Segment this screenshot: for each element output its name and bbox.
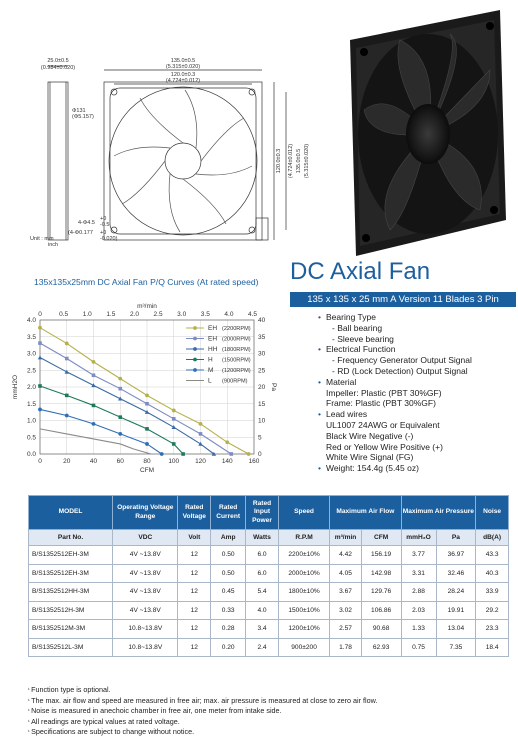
table-row [29,601,509,620]
fan-photo [330,10,510,256]
unit-cell: VDC [113,530,178,546]
data-point [172,425,176,429]
feature-item: • Material [318,377,518,388]
specs-table [28,495,509,657]
table-cell: 1500±10% [278,601,329,620]
footnotes [28,685,508,738]
table-cell: 900±200 [278,638,329,657]
top-tick-label: 4.5 [248,311,258,318]
col-noise: Noise [476,496,509,530]
dim-hole-minus: -0.5 [100,222,110,228]
data-point [172,409,176,413]
table-cell: 43.3 [476,546,509,565]
dim-diameter: Φ131 [72,108,86,114]
col-air-flow: Maximum Air Flow [330,496,401,530]
feature-item: - Ball bearing [332,322,383,333]
table-cell: 0.50 [211,546,246,565]
table-row [29,583,509,602]
feature-item: Black Wire Negative (-) [326,430,414,441]
data-point [225,440,229,444]
legend-name: HH [208,346,218,353]
legend-marker [193,337,197,341]
feature-item: • Lead wires [318,409,518,420]
table-cell: 0.75 [401,638,436,657]
table-row [29,620,509,639]
table-cell: 4.05 [330,564,362,583]
left-tick-label: 2.5 [26,367,36,375]
feature-item: - Sleeve bearing [332,333,394,344]
table-units-row [29,530,509,546]
table-cell: 12 [178,620,211,639]
table-cell: 13.04 [436,620,476,639]
data-point [172,417,176,421]
right-tick-label: 30 [258,350,266,358]
table-cell: B/S1352512H-3M [29,601,113,620]
x-tick-label: 160 [248,458,260,465]
left-tick-label: 2.0 [26,384,36,391]
dimension-drawing [30,58,320,254]
legend-speed: (1200RPM) [222,368,251,374]
data-point [145,402,149,406]
data-point [118,415,122,419]
legend-speed: (2200RPM) [222,326,251,332]
right-tick-label: 25 [258,367,266,375]
col-air-pressure: Maximum Air Pressure [401,496,476,530]
right-tick-label: 15 [258,400,266,408]
pq-curve-chart [8,290,278,480]
top-tick-label: 2.5 [153,311,163,318]
data-point [118,432,122,436]
x-tick-label: 100 [168,458,180,465]
table-cell: B/S1352512HH-3M [29,583,113,602]
feature-item: Red or Yellow Wire Positive (+) [326,441,443,452]
table-cell: 12 [178,601,211,620]
unit-cell: CFM [361,530,401,546]
feature-item: Frame: Plastic (PBT 30%GF) [326,398,436,409]
table-cell: 1.78 [330,638,362,657]
col-speed: Speed [278,496,329,530]
footnote: ¹ All readings are typical values at rated voltage. [28,717,508,728]
right-tick-label: 5 [258,434,262,442]
unit-label: Unit : mm [30,236,54,242]
table-cell: 2200±10% [278,546,329,565]
table-cell: B/S1352512M-3M [29,620,113,639]
data-point [38,355,42,359]
dim-diameter-inch: (Φ5.157) [72,114,94,120]
table-cell: 6.0 [246,546,279,565]
col-rated-power: Rated Input Power [246,496,279,530]
right-tick-label: 10 [258,417,266,425]
data-point [229,452,233,456]
table-cell: 12 [178,583,211,602]
dim-hole-plus: +0 [100,216,107,222]
data-point [65,414,69,418]
product-subtitle: 135 x 135 x 25 mm A Version 11 Blades 3 Pin [290,292,516,307]
data-point [38,341,42,345]
product-title: DC Axial Fan [290,258,431,285]
left-tick-label: 4.0 [26,317,36,324]
table-cell: 3.77 [401,546,436,565]
legend-name: L [208,377,212,385]
legend-speed: (1500RPM) [222,357,251,364]
table-cell: 156.19 [361,546,401,565]
top-tick-label: 3.0 [177,311,187,318]
x-tick-label: 80 [143,458,151,465]
dim-hole: 4-Φ4.5 [78,220,95,226]
feature-item: White Wire Signal (FG) [326,452,414,463]
right-tick-label: 0 [258,451,262,458]
table-cell: 3.31 [401,564,436,583]
table-cell: B/S1352512L-3M [29,638,113,657]
table-cell: 0.28 [211,620,246,639]
data-point [199,422,203,426]
feature-item: Impeller: Plastic (PBT 30%GF) [326,387,442,398]
table-cell: 4V ~13.8V [113,601,178,620]
table-cell: 36.97 [436,546,476,565]
data-point [65,342,69,346]
unit-cell: m³/min [330,530,362,546]
table-cell: 40.3 [476,564,509,583]
feature-item: • Weight: 154.4g (5.45 oz) [318,463,518,474]
legend-marker [193,358,197,362]
unit-cell: Watts [246,530,279,546]
table-cell: 33.9 [476,583,509,602]
table-cell: 12 [178,564,211,583]
right-tick-label: 20 [258,384,266,391]
feature-item: • Electrical Function [318,344,518,355]
legend-marker [193,368,197,372]
data-point [92,360,96,364]
legend-name: EH [208,335,218,343]
dim-side-3: 135.0±0.5 [296,148,302,174]
col-model: MODEL [29,496,113,530]
top-axis-label: m³/min [137,303,157,310]
x-tick-label: 0 [38,458,42,465]
table-cell: 4.42 [330,546,362,565]
table-cell: 2.57 [330,620,362,639]
table-cell: 28.24 [436,583,476,602]
data-point [92,422,96,426]
col-rated-voltage: Rated Voltage [178,496,211,530]
table-cell: 6.0 [246,564,279,583]
feature-list [318,312,518,474]
left-tick-label: 0.0 [26,451,36,458]
dim-width: 135.0±0.5 [170,58,196,64]
data-point [145,393,149,397]
feature-item: UL1007 24AWG or Equivalent [326,419,440,430]
table-cell: 10.8~13.8V [113,638,178,657]
unit-cell: R.P.M [278,530,329,546]
table-cell: 0.20 [211,638,246,657]
top-tick-label: 2.0 [129,311,139,318]
table-cell: 4.0 [246,601,279,620]
top-tick-label: 4.0 [224,311,234,318]
left-tick-label: 1.0 [26,417,36,425]
data-point [118,377,122,381]
dim-depth-inch: (0.984±0.020) [40,65,76,71]
table-cell: 4V ~13.8V [113,564,178,583]
col-rated-current: Rated Current [211,496,246,530]
x-tick-label: 40 [89,458,98,465]
series-line [40,429,151,454]
table-cell: 4V ~13.8V [113,546,178,565]
dim-hole-spacing-inch: (4.724±0.012) [165,78,201,84]
table-cell: 0.45 [211,583,246,602]
col-voltage-range: Operating Voltage Range [113,496,178,530]
table-cell: 129.76 [361,583,401,602]
unit-cell: Amp [211,530,246,546]
unit-cell: Volt [178,530,211,546]
dim-hole-inch-plus: +0 [100,230,107,236]
table-cell: 0.50 [211,564,246,583]
series-line [40,409,162,454]
legend-marker [193,326,197,330]
table-cell: 12 [178,638,211,657]
table-cell: 90.68 [361,620,401,639]
table-cell: 3.67 [330,583,362,602]
legend-marker [193,347,197,351]
table-cell: 1200±10% [278,620,329,639]
data-point [38,408,42,412]
footnote: ¹ Function type is optional. [28,685,508,696]
top-tick-label: 1.5 [106,311,116,318]
unit-cell: Pa [436,530,476,546]
table-cell: 2.4 [246,638,279,657]
data-point [92,404,96,408]
left-axis-label: mmH2O [12,374,19,400]
table-cell: 10.8~13.8V [113,620,178,639]
right-tick-label: 40 [258,317,266,324]
right-tick-label: 35 [258,333,266,341]
table-cell: B/S1352512EH-3M [29,546,113,565]
top-tick-label: 3.5 [200,311,210,318]
top-tick-label: 1.0 [82,311,92,318]
chart-title: 135x135x25mm DC Axial Fan P/Q Curves (At rated speed) [34,277,259,287]
data-point [118,387,122,391]
data-point [160,452,164,456]
table-cell: 7.35 [436,638,476,657]
table-cell: 29.2 [476,601,509,620]
dim-side-4: (5.315±0.020) [304,143,310,179]
table-cell: B/S1352512EH-3M [29,564,113,583]
dim-side-2: (4.724±0.012) [288,143,294,179]
table-cell: 32.46 [436,564,476,583]
data-point [181,452,185,456]
table-cell: 0.33 [211,601,246,620]
legend-speed: (2000RPM) [222,336,251,343]
footnote: ¹ Specifications are subject to change without notice. [28,727,508,738]
dim-side-1: 120.0±0.3 [276,148,282,174]
top-tick-label: 0 [38,311,42,318]
dim-hole-spacing: 120.0±0.3 [170,72,196,78]
data-point [145,427,149,431]
x-tick-label: 20 [63,458,71,465]
legend-speed: (900RPM) [222,378,248,385]
table-cell: 2.03 [401,601,436,620]
feature-item: • Bearing Type [318,312,518,323]
table-cell: 23.3 [476,620,509,639]
unit-inch-label: inch [48,242,59,248]
table-cell: 2000±10% [278,564,329,583]
top-tick-label: 0.5 [59,311,69,318]
legend-name: H [208,356,213,364]
data-point [65,357,69,361]
table-row [29,564,509,583]
table-cell: 5.4 [246,583,279,602]
left-tick-label: 3.5 [26,333,36,341]
legend-speed: (1800RPM) [222,347,251,353]
data-point [247,452,251,456]
x-axis-label: CFM [139,467,155,474]
unit-cell: mmH₂O [401,530,436,546]
footnote: ¹ The max. air flow and speed are measured in free air; max. air pressure is measured at close to zero air flow. [28,696,508,707]
table-row [29,546,509,565]
data-point [38,384,42,388]
table-header-row [29,496,509,530]
data-point [65,394,69,398]
data-point [199,432,203,436]
dim-depth: 25.0±0.5 [47,58,69,64]
table-cell: 18.4 [476,638,509,657]
data-point [38,326,42,330]
right-axis-label: Pa [270,383,277,391]
x-tick-label: 120 [195,458,206,465]
table-cell: 4V ~13.8V [113,583,178,602]
x-tick-label: 140 [221,458,233,465]
legend-name: M [208,367,214,374]
table-cell: 3.4 [246,620,279,639]
table-row [29,638,509,657]
data-point [145,442,149,446]
dim-hole-inch-minus: -0.020) [100,236,118,242]
dim-hole-inch: (4-Φ0.177 [68,230,93,236]
dim-width-inch: (5.315±0.020) [165,64,201,70]
unit-cell: Part No. [29,530,113,546]
left-tick-label: 3.0 [26,350,36,358]
table-cell: 1.33 [401,620,436,639]
table-cell: 2.88 [401,583,436,602]
data-point [92,373,96,377]
feature-item: - Frequency Generator Output Signal [332,355,472,366]
data-point [172,442,176,446]
left-tick-label: 1.5 [26,400,36,408]
footnote: ¹ Noise is measured in anechoic chamber in free air, one meter from intake side. [28,706,508,717]
table-cell: 106.86 [361,601,401,620]
table-cell: 12 [178,546,211,565]
table-cell: 62.93 [361,638,401,657]
legend-name: EH [208,325,218,332]
feature-item: - RD (Lock Detection) Output Signal [332,365,468,376]
left-tick-label: 0.5 [26,434,36,442]
table-cell: 19.91 [436,601,476,620]
unit-cell: dB(A) [476,530,509,546]
table-cell: 1800±10% [278,583,329,602]
table-cell: 3.02 [330,601,362,620]
x-tick-label: 60 [116,458,124,465]
table-cell: 142.98 [361,564,401,583]
